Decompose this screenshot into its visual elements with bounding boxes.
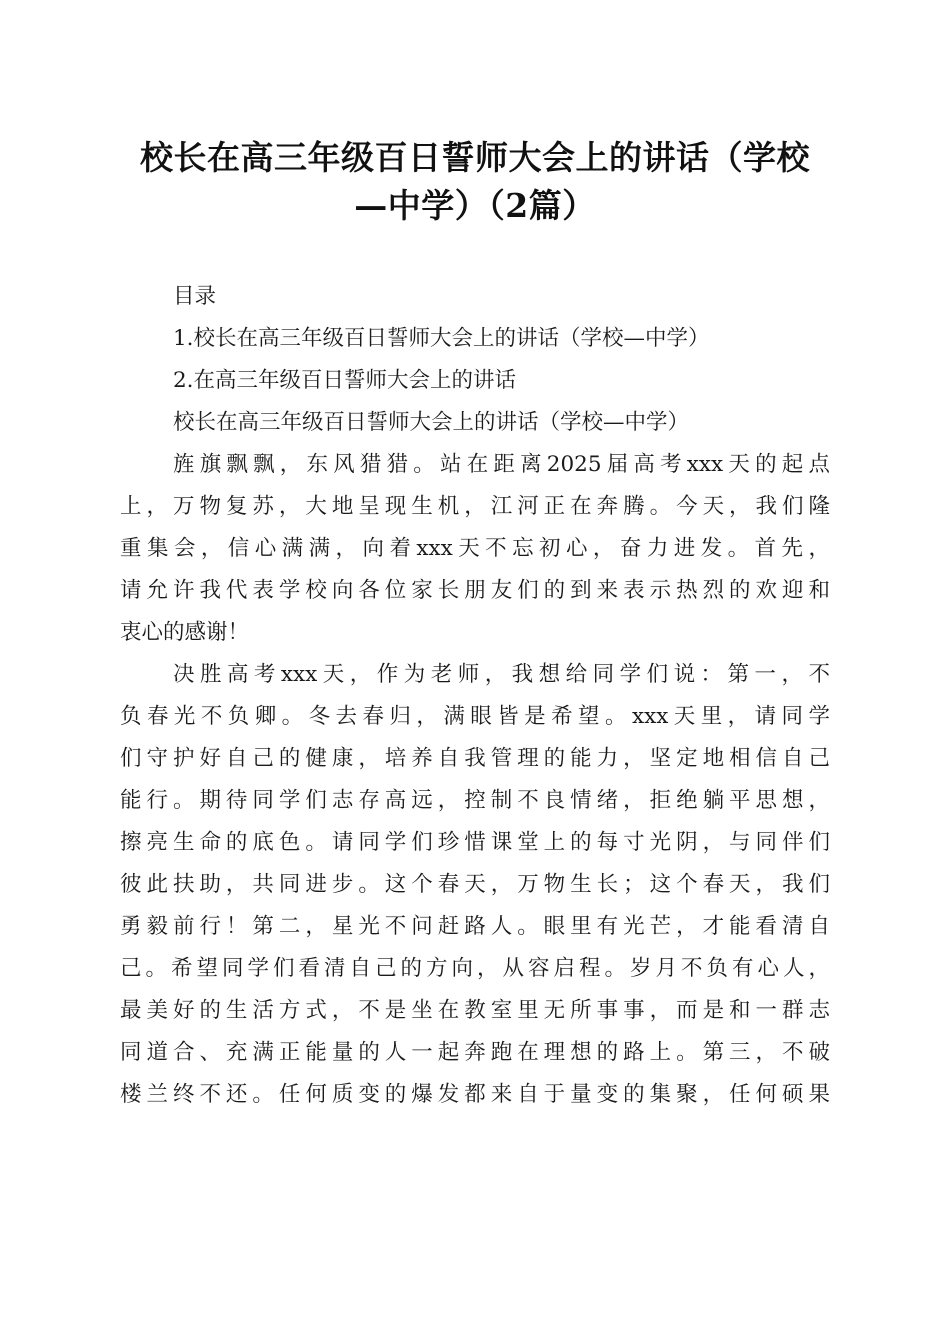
paragraph-1-line: 上，万物复苏，大地呈现生机，江河正在奔腾。今天，我们隆 xyxy=(120,494,830,519)
document-body xyxy=(120,276,830,1116)
title-line-1: 校长在高三年级百日誓师大会上的讲话（学校 xyxy=(140,138,810,177)
paragraph-2-line: 负春光不负卿。冬去春归，满眼皆是希望。xxx天里，请同学 xyxy=(120,704,830,729)
toc-item-1: 1.校长在高三年级百日誓师大会上的讲话（学校—中学） xyxy=(173,326,710,351)
paragraph-2-line: 己。希望同学们看清自己的方向，从容启程。岁月不负有心人， xyxy=(120,956,830,981)
paragraph-1-line: 重集会，信心满满，向着xxx天不忘初心，奋力进发。首先， xyxy=(120,536,830,561)
paragraph-2-line: 擦亮生命的底色。请同学们珍惜课堂上的每寸光阴，与同伴们 xyxy=(120,830,830,855)
paragraph-2-line: 同道合、充满正能量的人一起奔跑在理想的路上。第三，不破 xyxy=(120,1040,830,1065)
paragraph-2-line: 勇毅前行！第二，星光不问赶路人。眼里有光芒，才能看清自 xyxy=(120,914,830,939)
title-line-2: —中学）（2篇） xyxy=(354,186,596,225)
toc-heading: 目录 xyxy=(173,284,217,309)
document-title xyxy=(100,134,850,230)
paragraph-2-line: 最美好的生活方式，不是坐在教室里无所事事，而是和一群志 xyxy=(120,998,830,1023)
paragraph-2-line: 彼此扶助，共同进步。这个春天，万物生长；这个春天，我们 xyxy=(120,872,830,897)
paragraph-1-line: 请允许我代表学校向各位家长朋友们的到来表示热烈的欢迎和 xyxy=(120,578,830,603)
toc-item-2: 2.在高三年级百日誓师大会上的讲话 xyxy=(173,368,517,393)
paragraph-1-line: 衷心的感谢！ xyxy=(120,620,250,645)
paragraph-2-line: 们守护好自己的健康，培养自我管理的能力，坚定地相信自己 xyxy=(120,746,830,771)
paragraph-2-line: 楼兰终不还。任何质变的爆发都来自于量变的集聚，任何硕果 xyxy=(120,1082,830,1107)
paragraph-2-line: 决胜高考xxx天，作为老师，我想给同学们说：第一，不 xyxy=(173,662,830,687)
section-title: 校长在高三年级百日誓师大会上的讲话（学校—中学） xyxy=(173,410,690,435)
paragraph-2-line: 能行。期待同学们志存高远，控制不良情绪，拒绝躺平思想， xyxy=(120,788,830,813)
paragraph-1-line: 旌旗飘飘，东风猎猎。站在距离2025届高考xxx天的起点 xyxy=(173,452,830,477)
